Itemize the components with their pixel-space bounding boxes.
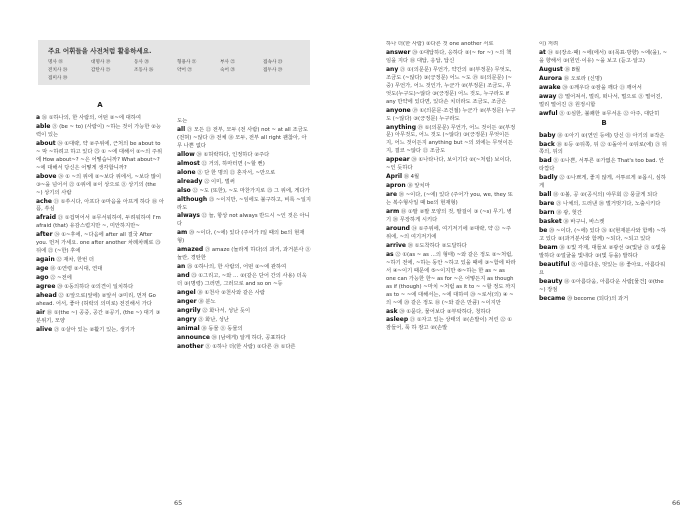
entry-headword: allow	[177, 150, 195, 158]
right-page	[350, 0, 700, 518]
entry-definition: ㉑ 나체의, 드러낸 ⑳ 벌거벗기다, 노출시키다	[554, 201, 661, 208]
entry-headword: afraid	[36, 214, 57, 222]
dictionary-entry	[386, 66, 516, 107]
dictionary-entry	[36, 292, 164, 309]
right-column-1	[386, 41, 516, 501]
entry-definition: ⑱ 분노	[196, 299, 216, 306]
abbreviation-grid	[48, 59, 306, 81]
dictionary-entry	[177, 212, 311, 229]
dictionary-entry	[177, 272, 311, 289]
entry-definition: ⑱ ①아름다움, 아름다운 사람[물건] ②(the ~) 장점	[539, 278, 664, 293]
entry-headword: beauty	[539, 277, 563, 285]
entry-definition: ⑳ ~이다, (~에) 있다 ㉖ ①(현재분사와 함께) ~하고 있다 ②(과거분사와 함께) ~되다, ~되고 있다	[539, 228, 666, 243]
abbreviation-item: 조동사 ㉖	[134, 68, 154, 73]
entry-definition: ㉒ ~전에	[48, 275, 72, 282]
entry-definition: ㉑ ①심한, 불쾌한 ②무서운 ㉒ 아주, 대단히	[557, 110, 660, 117]
page-number-left: 65	[174, 499, 183, 507]
entry-definition: ㉔ ① ~의 위에 ②~보다 위에서, ~보다 많이 ③~을 넘어서 ㉒ ①위에 ②이 상으로 ㉑ 상기의 (the ~) 상기의 사람	[36, 173, 162, 196]
entry-definition: ⑳ (남에게) 알게 하다, 공표하다	[209, 334, 286, 341]
entry-definition: ⑱ 4월	[402, 174, 420, 181]
dictionary-entry	[177, 343, 311, 352]
dictionary-entry	[539, 200, 669, 209]
abbreviation-item: 대명사 ⑲	[91, 60, 111, 65]
entry-headword: amazed	[177, 246, 204, 254]
entry-definition: ㉒ 거의, 하마터면 (~할 뻔)	[199, 160, 265, 167]
dictionary-entry	[36, 309, 164, 326]
dictionary-entry	[539, 132, 669, 141]
entry-definition: ⑳ ①깨우다 ②잠을 깨다 ㉑ 깨어서	[560, 84, 642, 91]
entry-definition: ㉑ ①하나 더(한 사람) ②다른 ⑲ ①다른	[203, 343, 296, 350]
dictionary-entry	[177, 307, 311, 316]
entry-definition: ⑱ ①팔 ②팔 모양의 것, 팔걸이 ③ (~s) 무기, 병기 ⑳ 무장하게 시키다	[386, 209, 512, 224]
entry-headword: beam	[539, 243, 558, 251]
entry-headword: arrive	[386, 241, 407, 249]
abbreviation-item: 약어 ㉗	[177, 68, 192, 73]
dictionary-entry	[177, 298, 311, 307]
entry-headword: badly	[539, 174, 558, 182]
abbreviation-item: 부사 ㉒	[220, 60, 235, 65]
abbreviation-item: 접속사 ㉓	[263, 60, 283, 65]
right-column-2	[539, 41, 669, 501]
entry-headword: anything	[386, 123, 416, 131]
entry-headword: April	[386, 173, 403, 181]
entry-definition: ⑲ ①(의문문) 무언가, 어느 것이든 ②(부정문) 아무것도, 어느 것도 (~않다) ③(긍정문) 무엇이든지, 어느 것이든지 anything but ~의 외에는 무엇이든지, 결코 ~않다 ㉒ 조금도	[386, 124, 516, 155]
dictionary-entry	[539, 295, 669, 304]
dictionary-entry	[539, 110, 669, 119]
dictionary-entry	[36, 214, 164, 231]
dictionary-entry	[539, 157, 669, 174]
abbreviation-item: 전치사 ㉔	[48, 68, 68, 73]
dictionary-entry	[386, 251, 516, 308]
entry-headword: around	[386, 224, 410, 232]
page-number-right: 66	[672, 499, 681, 507]
entry-definition: ⑱ 앞치마	[405, 183, 430, 190]
entry-headword: any	[386, 65, 399, 73]
entry-definition: ⑳ ~이다, (~에) 있다 (주어가 I일 때의 be의 현재형)	[177, 230, 305, 245]
entry-headword: arm	[386, 208, 400, 216]
dictionary-entry	[36, 231, 164, 256]
entry-definition: ⑱ ①천사 ②천사와 같은 사람	[195, 290, 266, 297]
entry-definition: ⑳ ①허락하다, 인정하다 ②주다	[194, 151, 270, 158]
entry-headword: am	[177, 229, 188, 237]
entry-headword: age	[36, 265, 49, 273]
section-letter: A	[97, 101, 103, 109]
entry-headword: awake	[539, 83, 561, 91]
entry-definition: ⑱ ①(the ~) 공중, 공간 ②공기, (the ~) 대기 ③분위기, 모양	[36, 309, 161, 324]
entry-definition: ⑳ become (되다)의 과거	[565, 295, 629, 302]
dictionary-entry	[177, 118, 311, 126]
dictionary-entry	[386, 316, 516, 333]
dictionary-entry	[36, 265, 164, 274]
dictionary-entry	[177, 169, 311, 178]
entry-definition: ㉑ 화난, 성난	[196, 316, 229, 323]
dictionary-entry	[177, 325, 311, 334]
entry-headword: barn	[539, 209, 555, 217]
entry-definition: ⑳ ①대답하다, 응하다 ②(~ for ~) ~의 책임을 지다 ⑱ 대답, 응답, 답신	[386, 49, 512, 64]
entry-definition: ⑱ ①볼, 공 ②(공식의) 야무회 ㉒ 뭉글게 되다	[551, 192, 658, 199]
entry-headword: alive	[36, 325, 53, 333]
entry-headword: answer	[386, 48, 411, 56]
abbreviation-item: 접미사 ㉚	[48, 76, 68, 81]
dictionary-entry	[539, 227, 669, 244]
dictionary-entry	[386, 49, 516, 66]
entry-headword: at	[539, 48, 546, 56]
abbreviation-title: 주요 어휘들을 사전처럼 활용하세요.	[48, 47, 152, 55]
entry-headword: away	[539, 92, 557, 100]
entry-headword: already	[177, 177, 203, 185]
entry-definition: ㉒ ~도 (또한), ~도 마찬가지로 ㉓ 그 위에, 게다가	[190, 187, 310, 194]
entry-definition: ㉔ ①대략, 약 ②주위에, 근처의 be about to ~ 막 ~하려고 하고 있다 ㉕ ① ~에 대해서 ②~의 주위에 How about~? ~은 어떻습니까? What about~? ~에 대해서 당신은 어떻게 생각합니까?	[36, 140, 163, 171]
entry-definition: ㉒ 재차, 한번 더	[54, 257, 95, 264]
entry-definition: ⑱ ①빛 각재, 대들보 ②광선 ③(빛남 ㉑ ①빛을 발하다 ②얼굴을 빛내다 ③(빛 등을) 발하다	[539, 244, 666, 259]
entry-definition: ㉑ ①(의문문) 무언가, 약간의 ②(부정문) 무엇도, 조금도 (~않다) ③(긍정문) 어느 ~도 ⑲ ①(의문문) (~중) 무언가, 어느 것인가, 누군가 ②(부정문) 조금도, 무엇도(누구도)~않다 ③(긍정문) 어느 것도, 누구라도 if any 만약에 있다면, 있다손 치더라도 조금도, 조금은	[386, 66, 512, 105]
dictionary-entry	[386, 242, 516, 251]
dictionary-entry	[539, 174, 669, 191]
entry-definition: ⑱ ①등 ②뒤쪽, 뒤 ㉒ ①돌아서 ②뒤로(에) ㉑ 뒤쪽의, 뒤의	[539, 141, 668, 156]
entry-headword: after	[36, 231, 53, 239]
dictionary-entry	[386, 41, 516, 49]
section-letter: B	[601, 118, 607, 127]
dictionary-entry	[36, 114, 164, 123]
dictionary-entry	[539, 218, 669, 227]
dictionary-entry	[177, 229, 311, 246]
entry-headword: almost	[177, 159, 200, 167]
entry-definition: ㉒ 늘, 항상 not always 반드시 ~인 것은 아니다	[177, 213, 310, 228]
dictionary-entry	[386, 208, 516, 225]
dictionary-entry	[386, 124, 516, 157]
dictionary-entry	[386, 156, 516, 173]
entry-headword: August	[539, 65, 563, 73]
dictionary-entry	[177, 316, 311, 325]
entry-definition: 도는	[177, 118, 188, 124]
entry-headword: bare	[539, 200, 555, 208]
entry-definition: ㉖ ①하나의, 한 사람의, 어떤 ②~에 대하여	[40, 115, 141, 121]
entry-headword: asleep	[386, 316, 409, 324]
entry-definition: ⑲ ①(의문문·조건절) 누군가 ②(부정문) 누구도 (~않다) ③(긍정문) 누구라도	[386, 107, 516, 122]
entry-definition: ㉑ ①자고 있는 상태의 ②(손발이) 저린 ㉒ ①잠들어, 푹 하 잠고 ②(손발	[386, 317, 512, 332]
entry-definition: ㉒ 이미, 벌써	[202, 178, 235, 185]
abbreviation-item: 감탄사 ㉕	[91, 68, 111, 73]
abbreviation-item: 접두사 ㉙	[263, 68, 283, 73]
dictionary-entry	[539, 191, 669, 200]
entry-headword: although	[177, 195, 208, 203]
entry-headword: Aurora	[539, 74, 563, 82]
entry-headword: basket	[539, 218, 562, 226]
entry-definition: ⑱ 동물 ㉑ 동물의	[199, 325, 243, 332]
dictionary-entry	[386, 173, 516, 182]
entry-definition: ⑱ ①연령 ②시대, 연대	[48, 266, 103, 273]
entry-headword: apron	[386, 182, 406, 190]
entry-definition: ⑱ 8월	[562, 66, 581, 73]
dictionary-entry	[539, 93, 669, 110]
entry-headword: angrily	[177, 306, 201, 314]
dictionary-entry	[36, 283, 164, 292]
entry-headword: an	[177, 263, 186, 271]
dictionary-entry	[36, 123, 164, 140]
dictionary-entry	[177, 151, 311, 160]
entry-definition: ㉑ ①나쁜, 서투른 ②가엾은 That's too bad. 안타깝다	[539, 158, 664, 173]
abbreviation-item: 형용사 ㉑	[177, 60, 197, 65]
entry-headword: are	[386, 191, 398, 199]
entry-headword: alone	[177, 168, 196, 176]
dictionary-entry	[539, 66, 669, 75]
entry-definition: ㉑ 단 한 명의 ㉒ 혼자서, ~만으로	[195, 169, 276, 176]
dictionary-entry	[177, 334, 311, 343]
entry-headword: ball	[539, 191, 552, 199]
entry-definition: ㉑ (be ~ to) (사람이) ~하는 것이 가능한 ②능력이 있는	[36, 123, 162, 138]
entry-headword: all	[177, 125, 186, 133]
entry-definition: 하나 더(한 사람) ②다른 것 one another 서로	[386, 41, 494, 47]
entry-definition: ㉑ amaze (놀라게 하다)의 과거, 과거분사 ㉑ 놀란, 경탄한	[177, 247, 311, 262]
entry-headword: agree	[36, 283, 56, 291]
dictionary-entry	[539, 244, 669, 261]
entry-definition: ⑳ ①동의하다 ②의견이 일치하다	[55, 284, 134, 291]
entry-headword: and	[177, 272, 190, 280]
entry-headword: baby	[539, 131, 556, 139]
dictionary-entry	[177, 246, 311, 263]
dictionary-entry	[36, 256, 164, 265]
entry-headword: ache	[36, 197, 52, 205]
entry-definition: ㉑ 아름다운, 멋있는 ⑱ 좋아요, 아름다워요	[539, 261, 666, 276]
entry-headword: back	[539, 140, 555, 148]
entry-headword: animal	[177, 324, 200, 332]
entry-headword: above	[36, 172, 57, 180]
dictionary-entry	[539, 209, 669, 218]
dictionary-entry	[386, 225, 516, 242]
entry-definition: ㉒ 떨어져서, 멀리, 떠나서, 멀으로 ㉑ 떨어진, 멀리 떨어진 ㉑ 원정시합	[539, 93, 663, 108]
dictionary-entry	[386, 182, 516, 191]
entry-definition: ⑳ ①도착하다 ②도달하다	[406, 242, 467, 249]
entry-definition: ㉒ ①앞으로(앞에) ②앞서 ③미리, 먼저 Go ahead. 어서, 좋아 (허락의 의미로) 전진해서 가다	[36, 293, 156, 307]
entry-headword: again	[36, 256, 55, 264]
entry-headword: ago	[36, 274, 49, 282]
left-column-1	[36, 101, 164, 501]
entry-definition: ㉑ ①겁먹어서 ②무서워하여, 두려워하여 I'm afraid (that) 유감스럽지만 ~, 미안하지만~	[36, 215, 161, 230]
entry-headword: also	[177, 186, 191, 194]
entry-headword: be	[539, 227, 548, 235]
dictionary-entry	[177, 160, 311, 169]
entry-definition: ㉒ ①(as ~ as …의 형태) ~와 같은 정도 ②~처럼, ~하기 전에, ~하는 동안 ~하고 있을 때에 ③~함에 따라서 ④~이기 때문에 ⑤~이지만 ⑥~하는 한 as ~ as one can 가능한 한~ as for ~은 어떻든지 as though as if (though) ~마치 ~처럼 as it to ~ ~할 정도 까지 as to ~ ~에 대해서는, ~에 대하여 ⑳ ~로서(의) ④ ~의 ~에 ⑳ 같은 정도 ⑱ (~와 같은 만큼) ~이지만	[386, 251, 516, 306]
entry-definition: ㉔ ①(장소·때) ~에(에서) ②(목표·방향) ~에(을), ~을 향해서 ③(원인·이유) ~을 보고 (듣고·알고)	[539, 49, 668, 64]
entry-headword: anger	[177, 298, 197, 306]
abbreviation-item: 동사 ⑳	[134, 60, 149, 65]
entry-headword: awful	[539, 109, 558, 117]
entry-definition: ⑳ ①나타나다, 보이기다 ②(~처럼) 보이다, ~인 듯하다	[386, 157, 512, 172]
entry-definition: ⑳ ①묻다, 물어보다 ②부탁하다, 청하다	[397, 308, 491, 315]
entry-definition: ⑱ 광, 헛간	[554, 210, 582, 217]
entry-headword: another	[177, 342, 204, 350]
dictionary-entry	[177, 178, 311, 187]
dictionary-entry	[177, 187, 311, 196]
entry-headword: air	[36, 308, 46, 316]
entry-definition: ㉓ ①그리고, ~와 … ②(같은 단어 간의 사용) 더욱더 ③(명령) 그러면, 그러므로 and so on ~등	[177, 273, 307, 288]
entry-definition: ㉒ ①나쁘게, 좋지 않게, 서투르게 ②몹시, 심하게	[539, 175, 666, 190]
dictionary-entry	[36, 198, 164, 215]
left-column-2	[177, 118, 311, 500]
abbreviation-item: 숙어 ㉘	[220, 68, 235, 73]
entry-headword: bad	[539, 157, 552, 165]
dictionary-entry	[539, 278, 669, 295]
dictionary-entry	[177, 126, 311, 151]
dictionary-entry	[539, 41, 669, 49]
entry-definition: ㉑ ①쑤시다, 아프다 ②마음을 아프게 하다 ⑱ 아픔, 쑤심	[36, 198, 164, 213]
entry-definition: ㉑ ①살아 있는 ②활기 있는, 생기가	[52, 326, 136, 333]
dictionary-entry	[539, 141, 669, 158]
entry-definition: ⑱ ①아기 ②(연인 등에) 당신 ㉑ 아기의 ②작은	[555, 132, 665, 139]
entry-definition: ㉒ 화나서, 성난 듯이	[200, 307, 251, 314]
entry-headword: beautiful	[539, 260, 570, 268]
entry-definition: ⑱ 오로라 (신명)	[562, 75, 603, 82]
entry-definition: ⑳ ~이다, (~에) 있다 (주어가 you, we, they 또는 복수형사일 때 be의 현재형)	[386, 192, 513, 207]
dictionary-entry	[539, 84, 669, 93]
entry-headword: angry	[177, 315, 197, 323]
dictionary-entry	[539, 261, 669, 278]
entry-headword: ask	[386, 307, 398, 315]
entry-definition: 이) 저려	[539, 41, 559, 47]
entry-headword: angel	[177, 289, 196, 297]
entry-headword: became	[539, 294, 566, 302]
entry-headword: about	[36, 139, 56, 147]
dictionary-entry	[386, 191, 516, 208]
entry-definition: ㉔ ①~후에, ~다음에 after all 결국 After you. 먼저 가세요. one after another 차례차례로 ㉓ 뒤에 ㉒ (~한) 후에	[36, 232, 161, 255]
abbreviation-item: 명사 ⑱	[48, 60, 63, 65]
entry-definition: ㉖ ①하나의, 한 사람의, 어떤 ②~에 관하여	[185, 264, 287, 271]
entry-definition: ㉔ ①주위에, 여기저기에 ②대략, 약 ㉒ ~주위에, ~의 여기저기에	[386, 225, 512, 240]
dictionary-entry	[539, 49, 669, 66]
entry-headword: always	[177, 212, 200, 220]
dictionary-entry	[386, 107, 516, 124]
entry-headword: as	[386, 250, 394, 258]
entry-definition: ⑱ 바구니, 바스켓	[561, 219, 605, 226]
dictionary-entry	[36, 326, 164, 335]
entry-definition: ㉓ ~이지만, ~임에도 불구하고, 비록 ~일지라도	[177, 196, 311, 211]
entry-headword: able	[36, 122, 51, 130]
abbreviation-box	[38, 40, 310, 85]
dictionary-entry	[177, 196, 311, 213]
entry-headword: announce	[177, 333, 210, 341]
dictionary-entry	[36, 173, 164, 198]
entry-definition: ㉑ 모든 ㉒ 전부, 모두 (전 사람) not ~ at all 조금도(전혀) ~않다 ⑲ 전체 ⑱ 모두, 전부 all right 괜찮아, 아무 나쁜 없다	[177, 126, 308, 149]
entry-headword: ahead	[36, 292, 57, 300]
entry-headword: anyone	[386, 106, 411, 114]
entry-headword: appear	[386, 156, 410, 164]
dictionary-entry	[36, 140, 164, 173]
dictionary-entry	[539, 75, 669, 84]
dictionary-entry	[36, 274, 164, 283]
entry-headword: a	[36, 114, 41, 121]
dictionary-entry	[177, 289, 311, 298]
dictionary-entry	[177, 263, 311, 272]
